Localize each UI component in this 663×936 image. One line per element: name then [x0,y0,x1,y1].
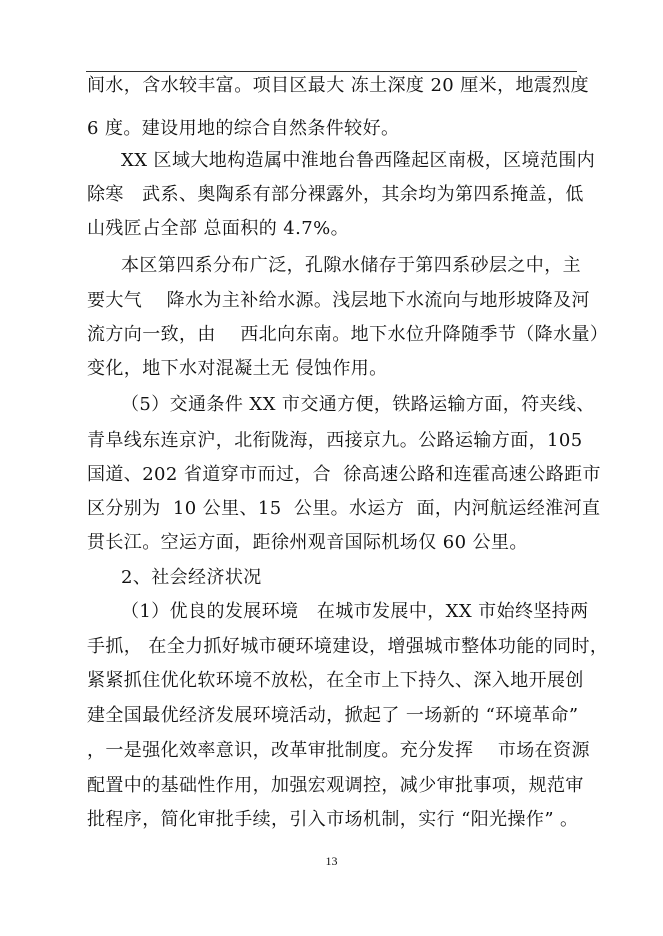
text-line: 流方向一致，由 西北向东南。地下水位升降随季节（降水量） [87,324,609,345]
text-line: 国道、202 省道穿市而过，合 徐高速公路和连霍高速公路距市 [87,464,601,485]
text-line: 本区第四系分布广泛，孔隙水储存于第四系砂层之中，主 [121,255,581,276]
text-line: （5）交通条件 XX 市交通方便，铁路运输方面，符夹线、 [121,394,595,415]
text-line: 山残匠占全部 总面积的 4.7%。 [87,218,349,239]
text-line: 6 度。建设用地的综合自然条件较好。 [87,118,400,139]
header-rule [86,71,577,72]
text-line: （1）优良的发展环境 在城市发展中，XX 市始终坚持两 [121,601,589,622]
text-line: 建全国最优经济发展环境活动，掀起了 一场新的 “环境革命” [87,705,579,726]
text-line: 紧紧抓住优化软环境不放松，在全市上下持久、深入地开展创 [87,670,584,691]
text-line: 除寒 武系、奥陶系有部分裸露外，其余均为第四系掩盖，低 [87,184,584,205]
text-line: ，一是强化效率意识，改革审批制度。充分发挥 市场在资源 [87,740,590,761]
text-line: 要大气 降水为主补给水源。浅层地下水流向与地形坡降及河 [87,290,590,311]
text-line: 间水，含水较丰富。项目区最大 冻土深度 20 厘米，地震烈度 [87,75,590,96]
section-heading: 2、社会经济状况 [121,567,262,588]
text-line: 贯长江。空运方面，距徐州观音国际机场仅 60 公里。 [87,532,528,553]
text-line: 批程序，简化审批手续，引入市场机制，实行 “阳光操作” 。 [87,809,579,830]
text-line: 区分别为 10 公里、15 公里。水运方 面，内河航运经淮河直 [87,498,601,519]
text-line: 变化，地下水对混凝土无 侵蚀作用。 [87,358,388,379]
text-line: 青阜线东连京沪，北衔陇海，西接京九。公路运输方面，105 [87,430,583,451]
text-line: 手抓， 在全力抓好城市硬环境建设，增强城市整体功能的同时， [87,636,609,657]
page-number: 13 [325,854,338,868]
text-line: XX 区域大地构造属中淮地台鲁西隆起区南极，区境范围内 [121,150,596,171]
text-line: 配置中的基础性作用，加强宏观调控，减少审批事项，规范审 [87,775,584,796]
